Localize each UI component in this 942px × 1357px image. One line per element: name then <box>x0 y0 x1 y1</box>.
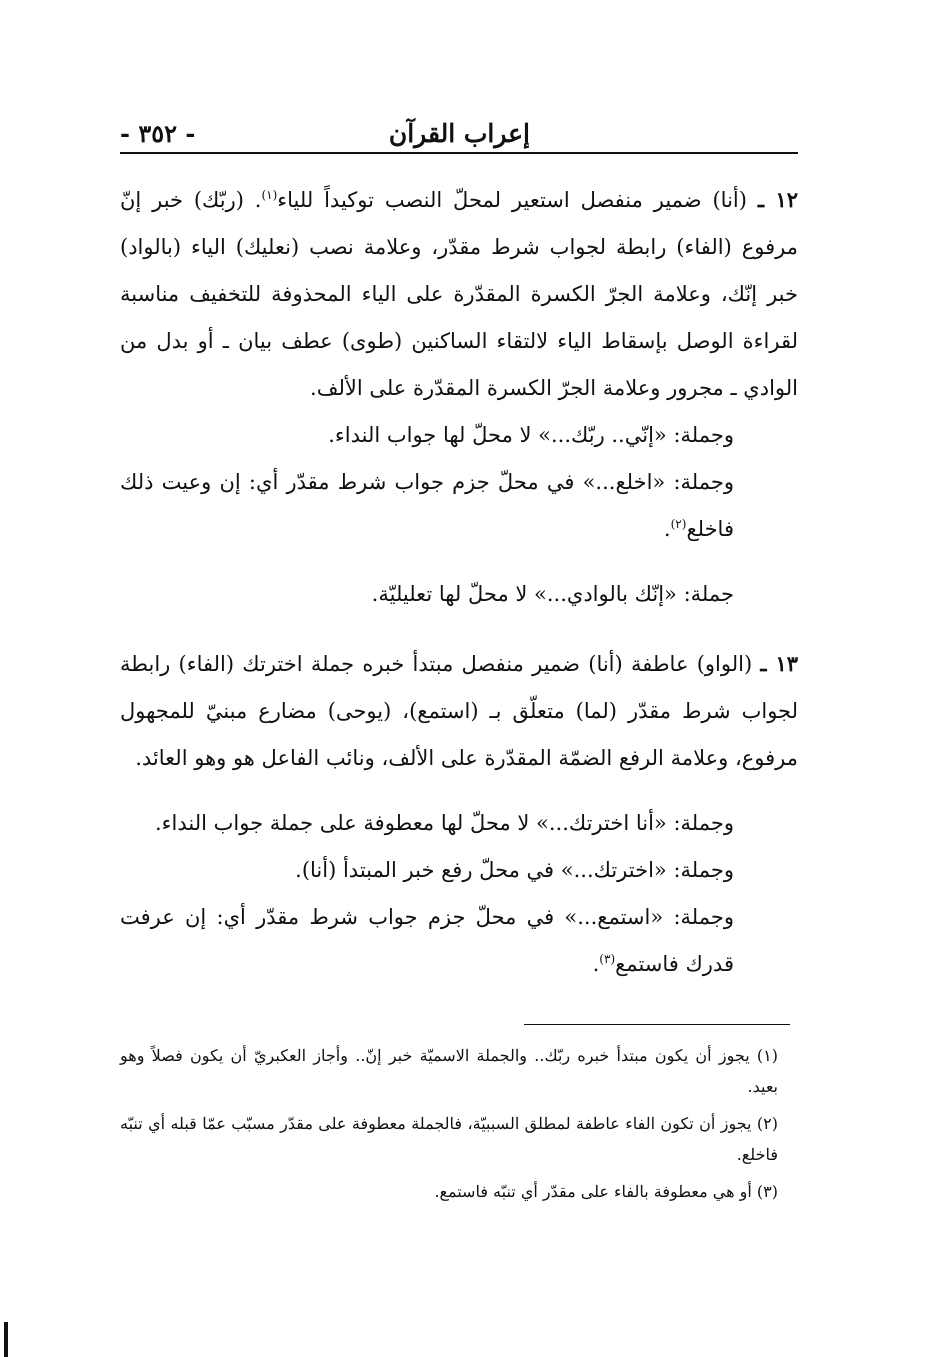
footnote-3: (٣) أو هي معطوفة بالفاء على مقدّر أي تنبّه فاستمع. <box>434 1182 778 1201</box>
sentence-tail: . <box>592 952 600 976</box>
sentence-text: وجملة: «اخلع...» في محلّ جزم جواب شرط مقدّر أي: إن وعيت ذلك فاخلع <box>120 470 734 541</box>
footnote-ref: (١) <box>261 188 278 202</box>
spacer <box>120 618 798 640</box>
paragraph-number: ١٢ ـ <box>757 187 799 212</box>
footnote-1: (١) يجوز أن يكون مبتدأ خبره ربّك.. والجملة الاسميّة خبر إنّ.. وأجاز العكبريّ أن يكون فصلاً وهو بعيد. <box>120 1046 778 1096</box>
main-text <box>120 176 798 988</box>
paragraph-13 <box>120 640 798 782</box>
page-header <box>120 108 798 148</box>
sentence-tail: . <box>663 517 671 541</box>
footnote-ref: (٣) <box>599 952 616 966</box>
paragraph-text: (أنا) ضمير منفصل استعير لمحلّ النصب توكيداً للياء <box>277 188 747 212</box>
sentence-analysis <box>120 894 798 988</box>
footnote-rule <box>524 1024 790 1025</box>
paragraph-12 <box>120 176 798 412</box>
sentence-analysis <box>120 571 798 618</box>
sentence-analysis <box>120 847 798 894</box>
paragraph-text-cont: . (ربّك) خبر إنّ مرفوع (الفاء) رابطة لجواب شرط مقدّر، وعلامة نصب (نعليك) الياء (بالواد) خبر إنّك، وعلامة الجرّ الكسرة المقدّرة على الياء المحذوفة للتخفيف مناسبة لقراءة الوصل بإسقاط الياء لالتقاء الساكنين (طوى) عطف بيان ـ أو بدل من الوادي ـ مجرور وعلامة الجرّ الكسرة المقدّرة على الألف. <box>120 188 798 400</box>
footnote-ref: (٢) <box>670 517 687 531</box>
header-rule <box>120 152 798 154</box>
page-number: - ٣٥٢ - <box>120 119 196 148</box>
sentence-analysis <box>120 800 798 847</box>
sentence-text: جملة: «إنّك بالوادي...» لا محلّ لها تعليليّة. <box>371 582 734 606</box>
sentence-text: وجملة: «إنّي.. ربّك...» لا محلّ لها جواب النداء. <box>328 423 734 447</box>
sentence-text: وجملة: «استمع...» في محلّ جزم جواب شرط مقدّر أي: إن عرفت قدرك فاستمع <box>120 905 734 976</box>
footnote-2: (٢) يجوز أن تكون الفاء عاطفة لمطلق السببيّة، فالجملة معطوفة على مقدّر مسبّب عمّا قبله أي تنبّه فاخلع. <box>120 1114 778 1164</box>
sentence-text: وجملة: «أنا اخترتك...» لا محلّ لها معطوفة على جملة جواب النداء. <box>154 811 734 835</box>
sentence-text: وجملة: «اخترتك...» في محلّ رفع خبر المبتدأ (أنا). <box>295 858 734 882</box>
running-title: إعراب القرآن <box>388 119 530 148</box>
spacer <box>120 782 798 800</box>
sentence-analysis <box>120 459 798 553</box>
spacer <box>120 553 798 571</box>
paragraph-text: (الواو) عاطفة (أنا) ضمير منفصل مبتدأ خبره جملة اخترتك (الفاء) رابطة لجواب شرط مقدّر (لما) متعلّق بـ (استمع)، (يوحى) مضارع مبنيّ للمجهول مرفوع، وعلامة الرفع الضمّة المقدّرة على الألف، ونائب الفاعل هو وهو العائد. <box>120 652 798 770</box>
paragraph-number: ١٣ ـ <box>760 651 798 676</box>
sentence-analysis <box>120 412 798 459</box>
footnotes <box>120 1040 798 1213</box>
scan-edge-mark <box>4 1322 8 1357</box>
